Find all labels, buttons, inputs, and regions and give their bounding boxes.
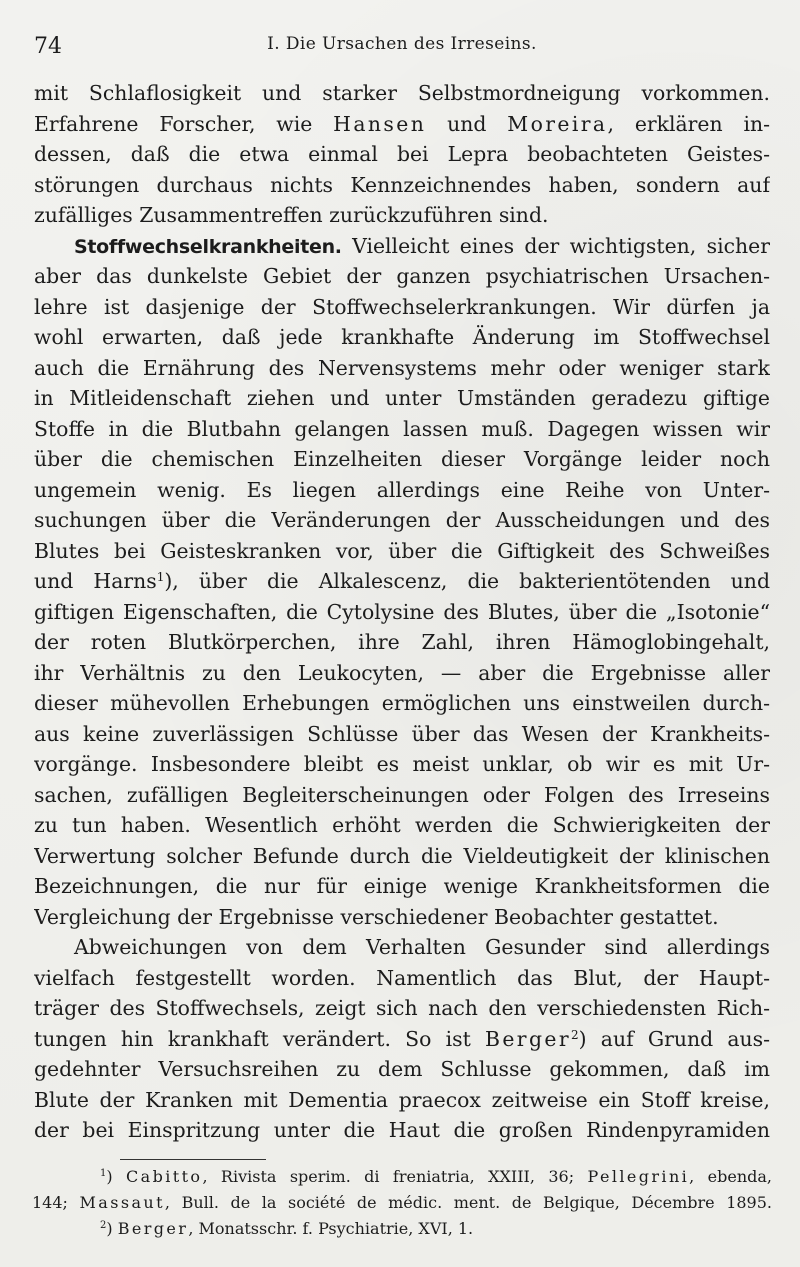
author-name: Cabitto (126, 1167, 203, 1186)
footnote-continuation: 144; Massaut, Bull. de la société de médic. ment. de Belgique, Décembre 1895. (32, 1193, 772, 1212)
text-line: aber das dunkelste Gebiet der ganzen psychiatrischen Ursachen- (34, 264, 770, 288)
text-line: der bei Einspritzung unter die Haut die großen Rindenpyramiden (34, 1118, 770, 1142)
text-line: zu tun haben. Wesentlich erhöht werden die Schwierigkeiten der (34, 813, 770, 837)
text-line: Vergleichung der Ergebnisse verschiedener Beobachter gestattet. (34, 904, 719, 929)
text-line: störungen durchaus nichts Kennzeichnendes haben, sondern auf (34, 172, 770, 197)
text-line: und Harns$^1$), über die Alkalescenz, die bakterientötenden und (34, 569, 770, 593)
text-line: lehre ist dasjenige der Stoffwechselerkrankungen. Wir dürfen ja (34, 294, 770, 319)
text-line: Stoffe in die Blutbahn gelangen lassen muß. Dagegen wissen wir (34, 416, 770, 441)
text-line: Verwertung solcher Befunde durch die Vieldeutigkeit der klinischen (34, 843, 770, 868)
text-line: auch die Ernährung des Nervensystems mehr oder weniger stark (34, 355, 770, 380)
text-line: wohl erwarten, daß jede krankhafte Änderung im Stoffwechsel (34, 325, 770, 349)
section-heading: Stoffwechselkrankheiten. (74, 235, 342, 258)
text-line: Blute der Kranken mit Dementia praecox zeitweise ein Stoff kreise, (34, 1087, 770, 1112)
body-text (34, 78, 770, 1146)
text-line: ihr Verhältnis zu den Leukocyten, — aber die Ergebnisse aller (34, 660, 770, 685)
author-name: Berger (117, 1219, 189, 1238)
text-line: giftigen Eigenschaften, die Cytolysine des Blutes, über die „Isotonie“ (34, 599, 770, 624)
text-line: aus keine zuverlässigen Schlüsse über das Wesen der Krankheits- (34, 721, 770, 746)
text-line: Stoffwechselkrankheiten. Vielleicht eines der wichtigsten, sicher (74, 233, 770, 258)
text-line: dieser mühevollen Erhebungen ermöglichen uns einstweilen durch- (34, 691, 770, 715)
text-line: zufälliges Zusammentreffen zurückzuführen sind. (34, 203, 549, 227)
running-head: I. Die Ursachen des Irreseins. (267, 34, 537, 54)
text-line: der roten Blutkörperchen, ihre Zahl, ihren Hämoglobingehalt, (34, 630, 770, 654)
text-line: träger des Stoffwechsels, zeigt sich nach den verschiedensten Rich- (34, 996, 770, 1020)
text-line: dessen, daß die etwa einmal bei Lepra beobachteten Geistes- (34, 142, 770, 166)
footnote: $^2$) Berger, Monatsschr. f. Psychiatrie, XVI, 1. (100, 1219, 474, 1238)
page-number: 74 (34, 34, 62, 59)
author-name: Pellegrini (587, 1167, 690, 1186)
text-line: in Mitleidenschaft ziehen und unter Umständen geradezu giftige (34, 386, 770, 410)
text-line: Erfahrene Forscher, wie Hansen und Moreira, erklären in- (34, 111, 770, 136)
text-line: mit Schlaflosigkeit und starker Selbstmordneigung vorkommen. (34, 81, 770, 105)
footnote: $^1$) Cabitto, Rivista sperim. di freniatria, XXIII, 36; Pellegrini, ebenda, (100, 1167, 772, 1186)
text-line: vorgänge. Insbesondere bleibt es meist unklar, ob wir es mit Ur- (34, 752, 770, 776)
text-line: Abweichungen von dem Verhalten Gesunder sind allerdings (74, 935, 770, 959)
text-line: sachen, zufälligen Begleiterscheinungen oder Folgen des Irreseins (34, 782, 770, 807)
author-name: Berger (484, 1026, 572, 1051)
text-line: Bezeichnungen, die nur für einige wenige Krankheitsformen die (34, 874, 770, 898)
text-line: tungen hin krankhaft verändert. So ist Berger$^2$) auf Grund aus- (34, 1026, 770, 1051)
text-line: suchungen über die Veränderungen der Ausscheidungen und des (34, 508, 770, 532)
author-name: Hansen (333, 111, 427, 136)
page-header (34, 30, 770, 60)
footnote-ref: 1 (156, 570, 165, 584)
text-line: ungemein wenig. Es liegen allerdings eine Reihe von Unter- (34, 477, 770, 502)
text-line: vielfach festgestellt worden. Namentlich das Blut, der Haupt- (34, 965, 770, 990)
author-name: Massaut (79, 1193, 165, 1212)
footnote-divider (120, 1159, 266, 1160)
text-line: über die chemischen Einzelheiten dieser Vorgänge leider noch (34, 447, 770, 471)
author-name: Moreira (507, 111, 608, 136)
footnotes (32, 1164, 772, 1242)
text-line: Blutes bei Geisteskranken vor, über die Giftigkeit des Schweißes (34, 538, 770, 563)
text-line: gedehnter Versuchsreihen zu dem Schlusse gekommen, daß im (34, 1057, 770, 1081)
footnote-ref: 2 (571, 1027, 579, 1042)
